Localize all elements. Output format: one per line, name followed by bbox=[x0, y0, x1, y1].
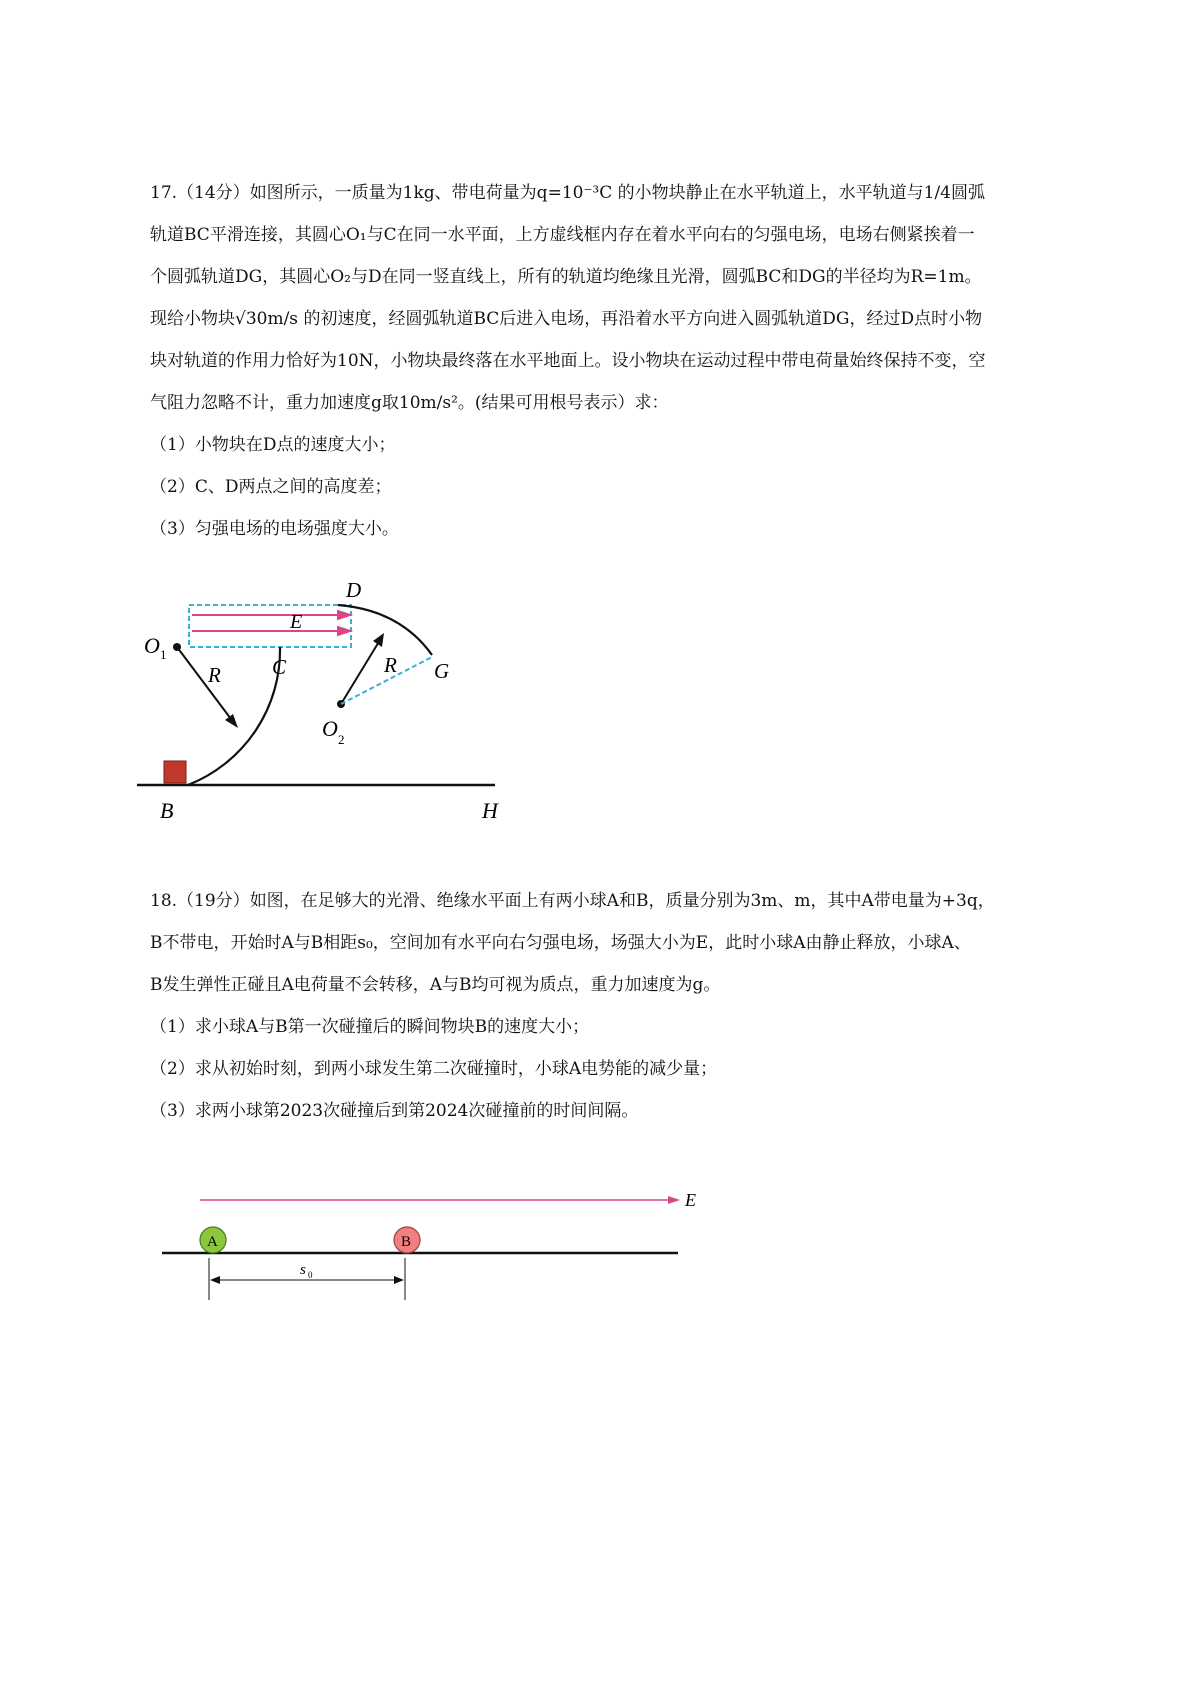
q17-text-line: 现给小物块√30m/s 的初速度，经圆弧轨道BC后进入电场，再沿着水平方向进入圆弧轨道DG，经过D点时小物 bbox=[150, 309, 983, 329]
question-17 bbox=[150, 172, 1060, 550]
q17-number: 17. bbox=[150, 183, 178, 203]
q17-line-1 bbox=[150, 172, 1060, 214]
q17-text-line: 如图所示，一质量为1kg、带电荷量为q=10⁻³C 的小物块静止在水平轨道上，水平轨道与1/4圆弧 bbox=[249, 183, 986, 203]
q17-points: （14分） bbox=[177, 183, 250, 203]
field-arrows bbox=[192, 611, 350, 635]
radius-R1-arrowhead bbox=[225, 714, 238, 728]
label-s0-sub: 0 bbox=[308, 1270, 313, 1280]
label-E: E bbox=[290, 611, 303, 633]
radius-R1 bbox=[177, 647, 234, 723]
label-R1: R bbox=[208, 663, 221, 687]
label-R2: R bbox=[384, 653, 397, 677]
q18-text-line: B发生弹性正碰且A电荷量不会转移，A与B均可视为质点，重力加速度为g。 bbox=[150, 975, 721, 995]
q18-subquestion-3: （3）求两小球第2023次碰撞后到第2024次碰撞前的时间间隔。 bbox=[150, 1101, 639, 1121]
question-18 bbox=[150, 880, 1060, 1132]
arc-BC bbox=[188, 647, 280, 785]
q18-number: 18. bbox=[150, 891, 178, 911]
q18-subquestion-2: （2）求从初始时刻，到两小球发生第二次碰撞时，小球A电势能的减少量； bbox=[150, 1059, 718, 1079]
label-B: B bbox=[160, 798, 174, 820]
q18-subquestion-1: （1）求小球A与B第一次碰撞后的瞬间物块B的速度大小； bbox=[150, 1017, 590, 1037]
label-E: E bbox=[685, 1190, 696, 1210]
distance-left-arrow bbox=[210, 1276, 220, 1284]
q17-text-line: 个圆弧轨道DG，其圆心O₂与D在同一竖直线上，所有的轨道均绝缘且光滑，圆弧BC和DG的半径均为R=1m。 bbox=[150, 267, 982, 287]
q17-subquestion-2: （2）C、D两点之间的高度差； bbox=[150, 477, 392, 497]
q17-text-line: 气阻力忽略不计，重力加速度g取10m/s²。(结果可用根号表示）求： bbox=[150, 393, 669, 413]
label-C: C bbox=[272, 655, 287, 679]
small-block bbox=[164, 761, 186, 783]
q17-figure bbox=[130, 580, 570, 820]
q18-text-line: B不带电，开始时A与B相距s₀，空间加有水平向右匀强电场，场强大小为E，此时小球A由静止释放，小球A、 bbox=[150, 933, 971, 953]
q18-text-line: 如图，在足够大的光滑、绝缘水平面上有两小球A和B，质量分别为3m、m，其中A带电量为+3q， bbox=[249, 891, 995, 911]
electric-field-box bbox=[189, 605, 351, 647]
q17-subquestion-1: （1）小物块在D点的速度大小； bbox=[150, 435, 396, 455]
q18-line-1 bbox=[150, 880, 1060, 922]
label-s0: s bbox=[300, 1262, 306, 1278]
label-O2: O bbox=[322, 716, 338, 741]
q18-points: （19分） bbox=[177, 891, 250, 911]
label-O2-sub: 2 bbox=[338, 732, 345, 747]
arc-DG bbox=[338, 605, 432, 655]
label-D: D bbox=[346, 580, 362, 602]
label-A: A bbox=[207, 1234, 218, 1250]
label-H: H bbox=[482, 798, 498, 820]
label-G: G bbox=[434, 659, 450, 683]
radius-R2 bbox=[341, 640, 380, 704]
q17-text-line: 块对轨道的作用力恰好为10N，小物块最终落在水平地面上。设小物块在运动过程中带电荷量始终保持不变，空 bbox=[150, 351, 986, 371]
field-arrowhead bbox=[668, 1196, 680, 1204]
label-O1-sub: 1 bbox=[160, 647, 167, 662]
label-O1: O bbox=[144, 633, 160, 658]
distance-right-arrow bbox=[394, 1276, 404, 1284]
radius-R2-arrowhead bbox=[373, 633, 384, 647]
q17-subquestion-3: （3）匀强电场的电场强度大小。 bbox=[150, 519, 399, 539]
label-B: B bbox=[401, 1234, 412, 1250]
q18-figure bbox=[150, 1180, 710, 1310]
q17-text-line: 轨道BC平滑连接，其圆心O₁与C在同一水平面，上方虚线框内存在着水平向右的匀强电场，电场右侧紧挨着一 bbox=[150, 225, 975, 245]
